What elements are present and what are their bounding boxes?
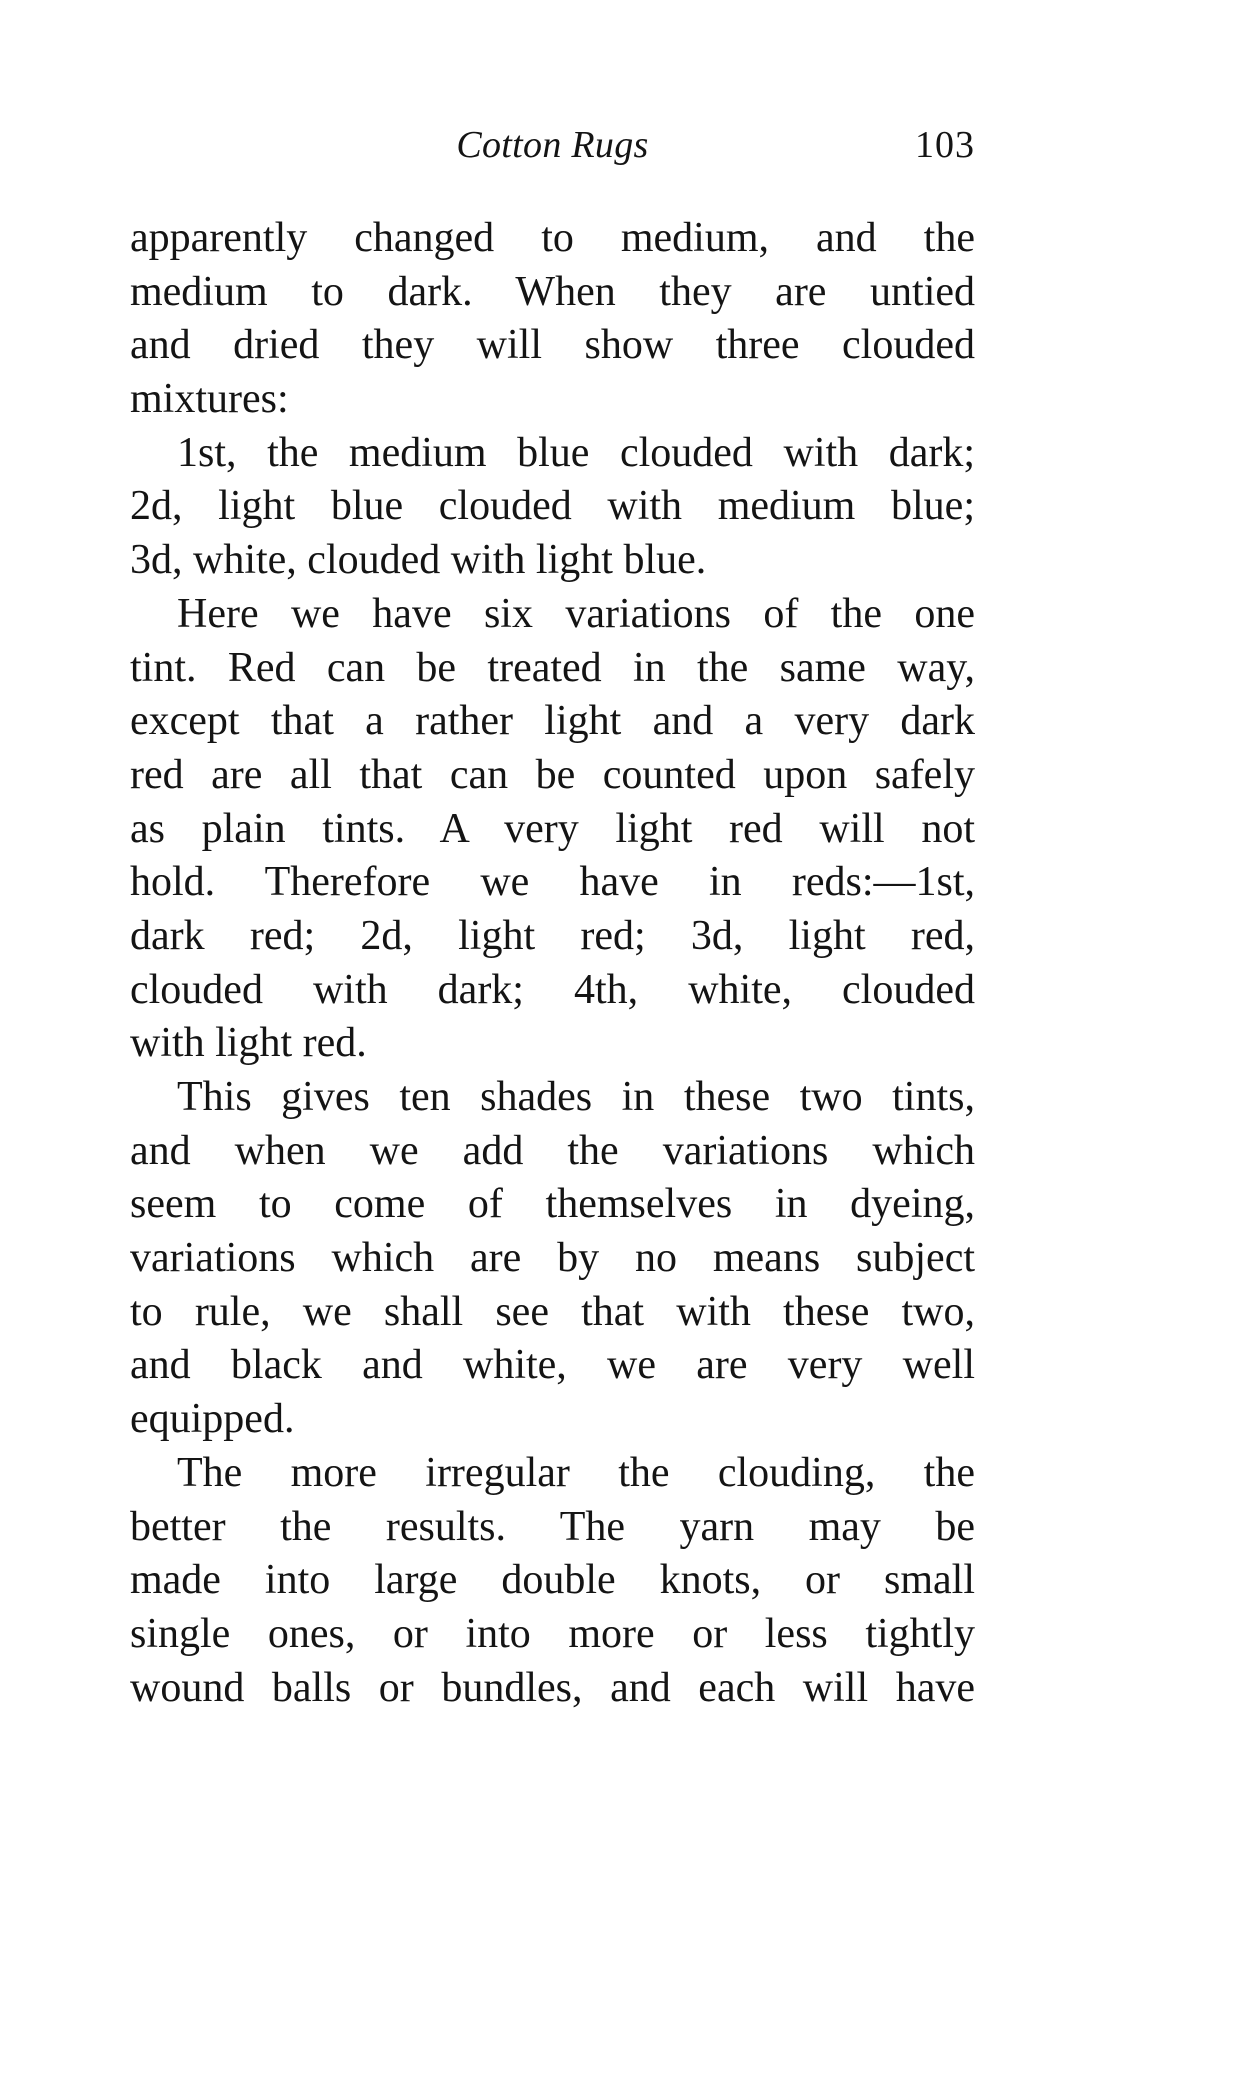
text-line: This gives ten shades in these two tints, bbox=[177, 1074, 975, 1120]
text-line: hold. Therefore we have in reds:—1st, bbox=[130, 859, 975, 906]
text-line: to rule, we shall see that with these two, bbox=[130, 1288, 975, 1335]
text-line: variations which are by no means subject bbox=[130, 1235, 975, 1282]
text-line: as plain tints. A very light red will not bbox=[130, 805, 975, 852]
text-line: and when we add the variations which bbox=[130, 1127, 975, 1174]
text-line: tint. Red can be treated in the same way, bbox=[130, 644, 975, 691]
body-text bbox=[130, 212, 975, 1715]
text-line: single ones, or into more or less tightly bbox=[130, 1610, 975, 1657]
text-line: seem to come of themselves in dyeing, bbox=[130, 1181, 975, 1228]
paragraph bbox=[130, 1071, 975, 1447]
text-line: 1st, the medium blue clouded with dark; bbox=[177, 429, 975, 476]
text-line: 3d, white, clouded with light blue. bbox=[130, 537, 707, 584]
text-line: red are all that can be counted upon safely bbox=[130, 751, 975, 798]
text-line: and dried they will show three clouded bbox=[130, 322, 975, 369]
text-line: wound balls or bundles, and each will have bbox=[130, 1664, 975, 1711]
text-line: except that a rather light and a very dark bbox=[130, 698, 975, 745]
text-line: dark red; 2d, light red; 3d, light red, bbox=[130, 912, 975, 959]
page-number: 103 bbox=[915, 124, 975, 166]
text-line: Here we have six variations of the one bbox=[177, 590, 975, 637]
paragraph bbox=[130, 1447, 975, 1715]
text-line: clouded with dark; 4th, white, clouded bbox=[130, 966, 975, 1013]
text-line: medium to dark. When they are untied bbox=[130, 268, 975, 315]
paragraph bbox=[130, 427, 975, 588]
running-title: Cotton Rugs bbox=[456, 124, 649, 166]
paragraph bbox=[130, 588, 975, 1071]
text-line: mixtures: bbox=[130, 376, 289, 423]
text-line: made into large double knots, or small bbox=[130, 1557, 975, 1604]
text-line: The more irregular the clouding, the bbox=[177, 1449, 975, 1496]
running-head bbox=[130, 118, 975, 172]
text-line: 2d, light blue clouded with medium blue; bbox=[130, 483, 975, 530]
text-line: better the results. The yarn may be bbox=[130, 1503, 975, 1550]
text-line: apparently changed to medium, and the bbox=[130, 215, 975, 261]
paragraph bbox=[130, 212, 975, 427]
text-line: with light red. bbox=[130, 1020, 367, 1067]
text-line: equipped. bbox=[130, 1396, 295, 1443]
text-line: and black and white, we are very well bbox=[130, 1342, 975, 1389]
